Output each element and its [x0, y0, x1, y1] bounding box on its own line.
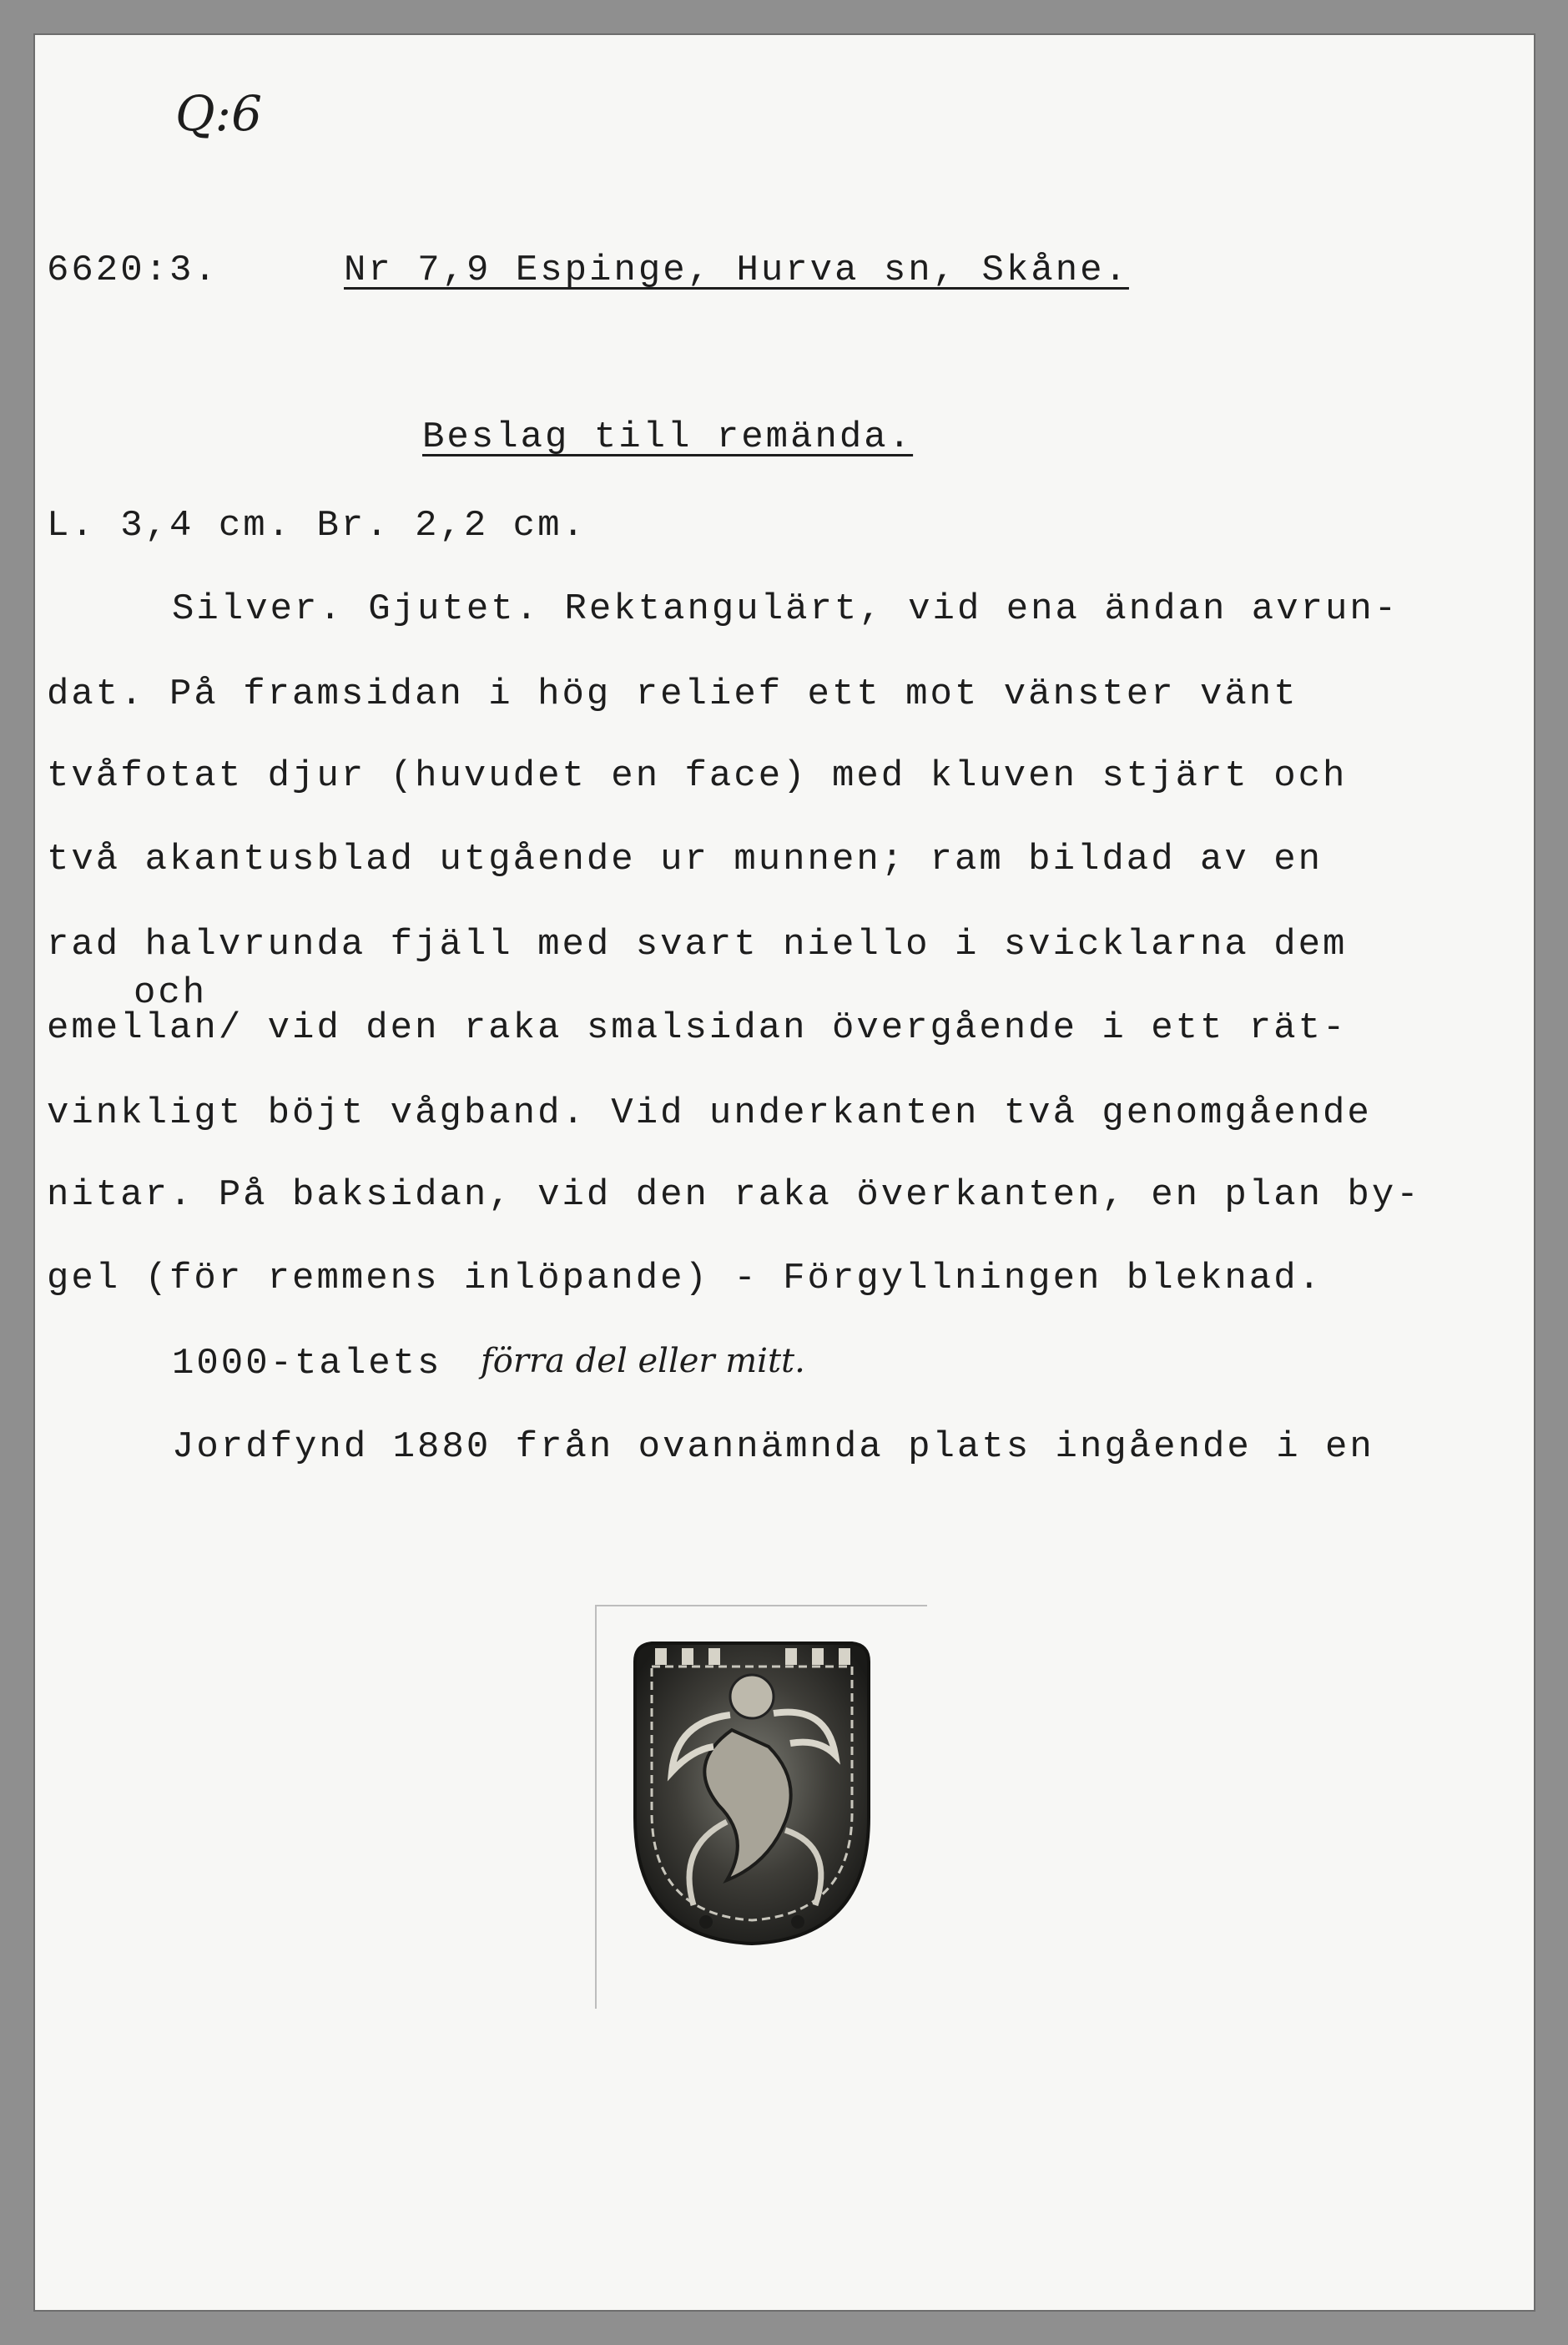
body-line: dat. På framsidan i hög relief ett mot vänster vänt	[47, 673, 1298, 715]
shelf-mark: Q:6	[175, 85, 262, 142]
find-line: Jordfynd 1880 från ovannämnda plats ingående i en	[172, 1426, 1374, 1468]
object-photo	[595, 1605, 927, 2009]
body-line: vinkligt böjt vågband. Vid underkanten två genomgående	[47, 1092, 1372, 1134]
dimensions-line: L. 3,4 cm. Br. 2,2 cm.	[47, 505, 587, 547]
body-line: två akantusblad utgående ur munnen; ram bildad av en	[47, 839, 1323, 880]
inventory-number: 6620:3.	[47, 250, 219, 291]
catalog-card	[33, 33, 1535, 2312]
body-line: rad halvrunda fjäll med svart niello i svicklarna dem	[47, 924, 1348, 966]
body-line: Silver. Gjutet. Rektangulärt, vid ena ändan avrun-	[172, 588, 1399, 630]
body-line: tvåfotat djur (huvudet en face) med kluven stjärt och	[47, 755, 1348, 797]
inserted-word: och	[134, 972, 208, 1014]
site-heading: Nr 7,9 Espinge, Hurva sn, Skåne.	[344, 250, 1129, 291]
strap-end-image	[627, 1638, 877, 1949]
object-title: Beslag till remända.	[422, 416, 914, 458]
body-line: emellan/ vid den raka smalsidan övergående i ett rät-	[47, 1007, 1348, 1049]
body-line: nitar. På baksidan, vid den raka överkanten, en plan by-	[47, 1174, 1421, 1216]
dating-typed: 1000-talets	[172, 1343, 442, 1384]
dating-handwritten: förra del eller mitt.	[481, 1342, 805, 1380]
body-line: gel (för remmens inlöpande) - Förgyllningen bleknad.	[47, 1258, 1323, 1299]
